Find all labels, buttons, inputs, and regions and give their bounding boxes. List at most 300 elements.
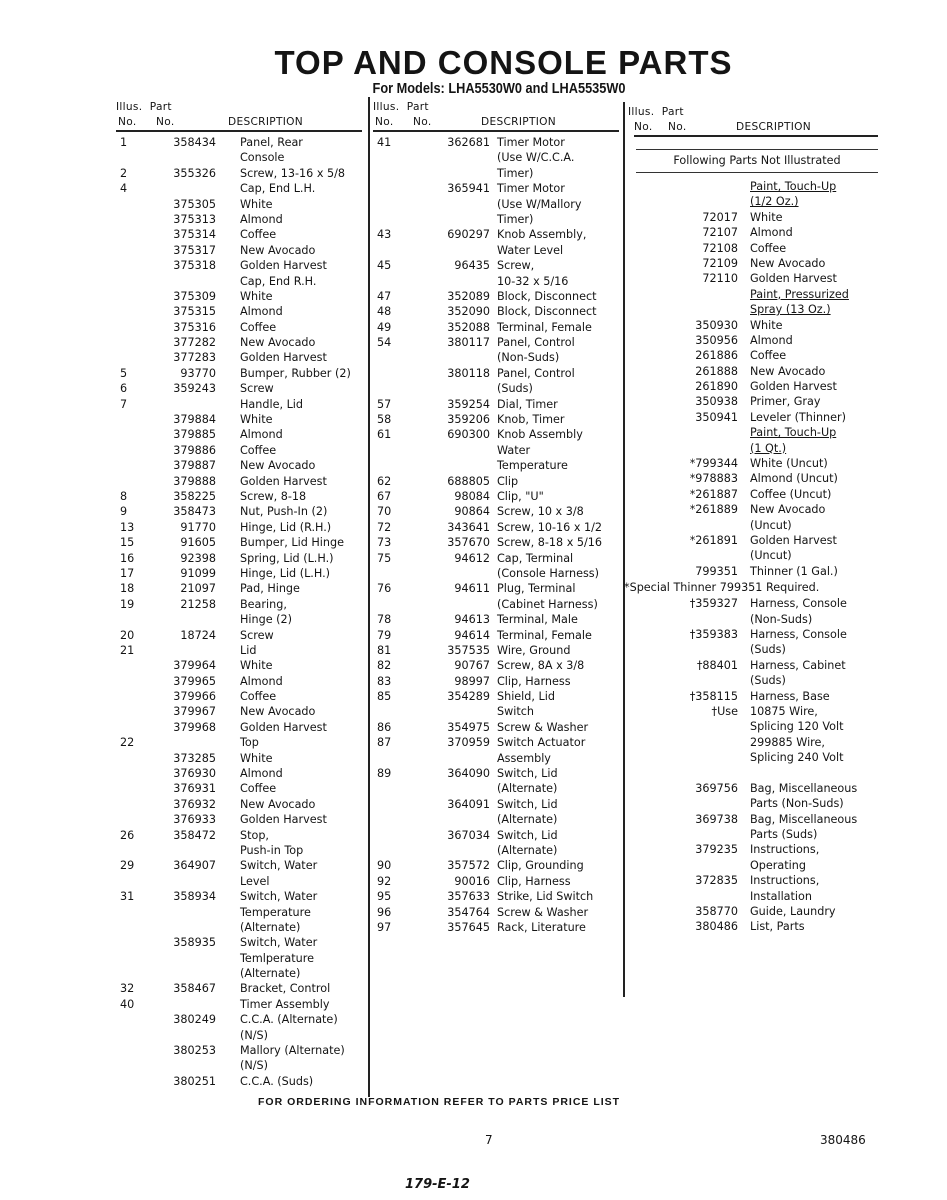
description: Switch, Water (240, 936, 318, 950)
table-row (116, 135, 362, 150)
table-row (373, 643, 619, 658)
table-row (116, 797, 362, 812)
table-row (373, 812, 619, 827)
description: Harness, Console (750, 597, 847, 611)
table-row (628, 904, 878, 919)
table-row (116, 350, 362, 365)
part-number: *261889 (689, 503, 738, 517)
part-number: 380253 (173, 1044, 216, 1058)
page-title: TOP AND CONSOLE PARTS (274, 44, 733, 81)
part-number: 688805 (447, 474, 490, 488)
table-row (373, 858, 619, 873)
description: White (240, 197, 273, 211)
parts-list (373, 135, 619, 935)
part-number: 375316 (173, 320, 216, 334)
table-row (116, 597, 362, 612)
table-row (116, 643, 362, 658)
description: Screw, 8-18 (240, 489, 307, 503)
table-row (116, 412, 362, 427)
description: (Alternate) (497, 782, 558, 796)
illus-number: 48 (377, 305, 392, 319)
table-row (628, 333, 878, 348)
table-row (628, 642, 878, 657)
table-row (116, 243, 362, 258)
table-row (628, 364, 878, 379)
table-row (116, 1043, 362, 1058)
table-row (628, 287, 878, 302)
description: Paint, Touch-Up (750, 180, 837, 193)
description: Almond (750, 333, 793, 347)
illus-number: 26 (120, 828, 135, 842)
description: Paint, Pressurized (750, 287, 849, 301)
illus-number: 92 (377, 874, 392, 888)
table-row (373, 243, 619, 258)
illus-number: 22 (120, 736, 135, 750)
table-row (116, 289, 362, 304)
table-row (116, 843, 362, 858)
table-row (116, 274, 362, 289)
part-number: 94613 (454, 613, 490, 627)
part-number: 376933 (173, 813, 216, 827)
description: Screw (240, 628, 274, 642)
illus-number: 81 (377, 643, 392, 657)
description: Hinge, Lid (L.H.) (240, 566, 330, 580)
illus-number: 97 (377, 920, 392, 934)
description: Panel, Control (497, 366, 575, 380)
description: New Avocado (750, 256, 826, 270)
part-label: Part (661, 106, 684, 118)
table-row (628, 919, 878, 934)
illus-number: 18 (120, 582, 135, 596)
part-number: 376930 (173, 767, 216, 781)
table-row (628, 658, 878, 673)
description: Cap, End R.H. (240, 274, 317, 288)
description: Timer) (497, 166, 534, 180)
part-no-label: No. (668, 121, 687, 133)
description: Switch, Water (240, 859, 318, 873)
part-number: *978883 (689, 472, 738, 486)
description: Terminal, Female (497, 628, 592, 642)
description: White (750, 210, 783, 224)
illus-number: 78 (377, 613, 392, 627)
illus-number: 15 (120, 536, 135, 550)
description: Coffee (750, 241, 787, 255)
table-row (116, 889, 362, 904)
column-header (116, 97, 362, 130)
table-row (373, 828, 619, 843)
description: (1 Qt.) (750, 441, 787, 455)
description: Primer, Gray (750, 395, 821, 409)
table-row (116, 966, 362, 981)
table-row (628, 827, 878, 842)
part-number: 358770 (695, 904, 738, 918)
part-number: 369756 (695, 781, 738, 795)
description: Screw, (497, 259, 535, 273)
part-number: 358472 (173, 828, 216, 842)
description: Coffee (Uncut) (750, 487, 832, 501)
description: Almond (240, 212, 283, 226)
part-number: 362681 (447, 136, 490, 149)
header-rule (634, 135, 878, 137)
part-number: 364907 (173, 859, 216, 873)
illus-number: 49 (377, 320, 392, 334)
table-row (116, 935, 362, 950)
table-row (116, 720, 362, 735)
table-row (373, 689, 619, 704)
part-number: 90016 (454, 874, 490, 888)
description: Screw & Washer (497, 905, 589, 919)
table-row (116, 766, 362, 781)
part-number: 380117 (447, 336, 490, 350)
part-number: 90864 (454, 505, 490, 519)
part-number: 358935 (173, 936, 216, 950)
description: Knob Assembly, (497, 228, 587, 242)
description: Golden Harvest (240, 474, 327, 488)
illus-number: 86 (377, 720, 392, 734)
description: Almond (Uncut) (750, 472, 838, 486)
table-row (628, 518, 878, 533)
part-number: 350956 (695, 333, 738, 347)
description: Thinner (1 Gal.) (750, 564, 838, 578)
description: Water (497, 443, 531, 457)
table-row (373, 720, 619, 735)
table-row (628, 873, 878, 888)
part-number: 375318 (173, 259, 216, 273)
part-number: 72109 (702, 256, 738, 270)
description-label: DESCRIPTION (481, 116, 557, 128)
part-number: 799351 (695, 564, 738, 578)
description: White (240, 289, 273, 303)
part-number: 93770 (180, 366, 216, 380)
description: (Uncut) (750, 549, 792, 563)
table-row (116, 951, 362, 966)
column-divider-2 (623, 102, 625, 997)
illus-number: 40 (120, 997, 135, 1011)
part-number: *261891 (689, 533, 738, 547)
column-divider-1 (368, 97, 370, 1097)
table-row (116, 427, 362, 442)
description: Timer Motor (497, 136, 565, 149)
table-row (116, 828, 362, 843)
description: Golden Harvest (240, 259, 327, 273)
table-row (628, 612, 878, 627)
part-number: 261888 (695, 364, 738, 378)
description: Stop, (240, 828, 269, 842)
description: (N/S) (240, 1028, 268, 1042)
table-row (116, 581, 362, 596)
illus-number: 9 (120, 505, 128, 519)
illus-number: 4 (120, 182, 128, 196)
table-row (628, 889, 878, 904)
illus-number: 54 (377, 336, 392, 350)
table-row (373, 289, 619, 304)
part-number: 379964 (173, 659, 216, 673)
table-row (116, 304, 362, 319)
special-thinner-note: *Special Thinner 799351 Required. (624, 581, 820, 595)
description: (N/S) (240, 1059, 268, 1073)
part-number: 372835 (695, 874, 738, 888)
table-row (628, 241, 878, 256)
part-number: 90767 (454, 659, 490, 673)
table-row (116, 150, 362, 165)
description: Harness, Base (750, 689, 830, 703)
description: Water Level (497, 243, 564, 257)
table-row (116, 658, 362, 673)
description: Coffee (240, 320, 277, 334)
part-number: 72110 (702, 272, 738, 286)
description: Coffee (240, 228, 277, 242)
table-row (373, 874, 619, 889)
part-number: 352088 (447, 320, 490, 334)
table-row (628, 842, 878, 857)
table-row (373, 905, 619, 920)
description: Golden Harvest (240, 351, 327, 365)
part-number: 379966 (173, 690, 216, 704)
part-number: 376931 (173, 782, 216, 796)
part-number: 72107 (702, 226, 738, 240)
illus-number: 41 (377, 136, 392, 149)
illus-number: 20 (120, 628, 135, 642)
illus-number: 76 (377, 582, 392, 596)
table-row (116, 166, 362, 181)
table-row (628, 812, 878, 827)
parts-column-3 (624, 102, 878, 935)
part-number: 369738 (695, 812, 738, 826)
description: 299885 Wire, (750, 735, 825, 749)
illus-number: 45 (377, 259, 392, 273)
table-row (628, 719, 878, 734)
table-row (628, 425, 878, 440)
illus-number: 83 (377, 674, 392, 688)
table-row (373, 227, 619, 242)
part-number: 690300 (447, 428, 490, 442)
illus-number: 70 (377, 505, 392, 519)
header-rule (116, 130, 362, 132)
illus-number: 85 (377, 690, 392, 704)
description: Hinge, Lid (R.H.) (240, 520, 332, 534)
table-row (628, 379, 878, 394)
part-number: 690297 (447, 228, 490, 242)
description: Clip (497, 474, 519, 488)
part-number: †359327 (689, 597, 738, 611)
part-number: 91770 (180, 520, 216, 534)
illus-number: 90 (377, 859, 392, 873)
table-row (373, 197, 619, 212)
description: Coffee (240, 782, 277, 796)
description: Golden Harvest (750, 533, 837, 547)
description: Screw (240, 382, 274, 396)
illus-number: 17 (120, 566, 135, 580)
table-row (628, 179, 878, 194)
part-number: 261886 (695, 349, 738, 363)
part-number: 18724 (180, 628, 216, 642)
part-number: 375314 (173, 228, 216, 242)
description: 10875 Wire, (750, 704, 818, 718)
part-number: 373285 (173, 751, 216, 765)
table-row (373, 781, 619, 796)
table-row (373, 335, 619, 350)
description: C.C.A. (Suds) (240, 1074, 314, 1088)
part-number: 72017 (702, 210, 738, 224)
description: (Use W/Mallory (497, 197, 582, 211)
description: Switch Actuator (497, 736, 586, 750)
table-row (116, 751, 362, 766)
table-row (373, 628, 619, 643)
description: Bracket, Control (240, 982, 331, 996)
table-row (373, 581, 619, 596)
description: New Avocado (240, 336, 316, 350)
description: Terminal, Female (497, 320, 592, 334)
description: Temlperature (240, 951, 314, 965)
description: Handle, Lid (240, 397, 304, 411)
part-no-label: No. (413, 116, 432, 128)
description: Level (240, 874, 270, 888)
part-number: 350938 (695, 395, 738, 409)
description: Timer Motor (497, 182, 565, 196)
not-illustrated-section-title: Following Parts Not Illustrated (636, 149, 878, 173)
description: Switch, Lid (497, 828, 558, 842)
table-row (373, 274, 619, 289)
illus-number: 5 (120, 366, 128, 380)
illus-number: 72 (377, 520, 392, 534)
description: Strike, Lid Switch (497, 890, 594, 904)
table-row (628, 596, 878, 611)
table-row (116, 181, 362, 196)
description: Screw, 8-18 x 5/16 (497, 536, 602, 550)
part-number: 379885 (173, 428, 216, 442)
table-row (373, 766, 619, 781)
description: (Use W/C.C.A. (497, 151, 575, 165)
illus-number: 58 (377, 413, 392, 427)
table-row (116, 227, 362, 242)
description: Switch, Lid (497, 797, 558, 811)
table-row (373, 535, 619, 550)
part-number: 375313 (173, 212, 216, 226)
description: Cap, End L.H. (240, 182, 316, 196)
table-row (373, 474, 619, 489)
illus-number: 57 (377, 397, 392, 411)
description: Screw, 13-16 x 5/8 (240, 166, 345, 180)
part-number: 354975 (447, 720, 490, 734)
part-number: 379235 (695, 843, 738, 857)
table-row (628, 750, 878, 765)
table-row (628, 765, 878, 780)
description: Clip, Harness (497, 874, 571, 888)
part-number: 359206 (447, 413, 490, 427)
description: Temperature (240, 905, 311, 919)
description: Operating (750, 858, 806, 872)
table-row (116, 335, 362, 350)
description: (Alternate) (497, 843, 558, 857)
table-row (373, 889, 619, 904)
description: Push-in Top (240, 843, 304, 857)
table-row (373, 412, 619, 427)
description: New Avocado (240, 705, 316, 719)
description: (Uncut) (750, 518, 792, 532)
table-row (116, 520, 362, 535)
table-row (373, 135, 619, 150)
illus-label: Illus. (628, 106, 655, 118)
part-number: 379965 (173, 674, 216, 688)
part-number: 352090 (447, 305, 490, 319)
description: Leveler (Thinner) (750, 410, 846, 424)
description: New Avocado (240, 459, 316, 473)
description: (Alternate) (497, 813, 558, 827)
part-number: 350941 (695, 410, 738, 424)
page-number: 7 (485, 1133, 493, 1147)
parts-list (116, 135, 362, 1089)
description: Clip, "U" (497, 489, 544, 503)
table-row (628, 627, 878, 642)
description: Pad, Hinge (240, 582, 300, 596)
table-row (373, 443, 619, 458)
illus-number: 79 (377, 628, 392, 642)
table-row (116, 997, 362, 1012)
description: Knob Assembly (497, 428, 583, 442)
illus-number: 8 (120, 489, 128, 503)
description: Almond (240, 428, 283, 442)
description: Temperature (497, 459, 568, 473)
description: Paint, Touch-Up (750, 426, 837, 440)
table-row (116, 812, 362, 827)
part-number: †88401 (696, 658, 738, 672)
table-row (628, 271, 878, 286)
table-row (116, 874, 362, 889)
table-row (116, 1074, 362, 1089)
description: Screw, 10-16 x 1/2 (497, 520, 602, 534)
part-number: 261890 (695, 380, 738, 394)
table-row (373, 304, 619, 319)
part-number: 364091 (447, 797, 490, 811)
table-row (116, 566, 362, 581)
part-number: 357572 (447, 859, 490, 873)
header-rule (373, 130, 619, 132)
description: Block, Disconnect (497, 305, 597, 319)
illus-number: 95 (377, 890, 392, 904)
description: White (240, 751, 273, 765)
part-number: 359254 (447, 397, 490, 411)
table-row (373, 150, 619, 165)
table-row (628, 564, 878, 579)
table-row (116, 905, 362, 920)
description: Golden Harvest (240, 813, 327, 827)
part-number: *799344 (689, 457, 738, 471)
part-number: 367034 (447, 828, 490, 842)
table-row (628, 548, 878, 563)
description: Golden Harvest (750, 272, 837, 286)
table-row (373, 166, 619, 181)
description: (Alternate) (240, 967, 301, 981)
table-row (116, 704, 362, 719)
part-number: 379888 (173, 474, 216, 488)
part-number: 357633 (447, 890, 490, 904)
description: Rack, Literature (497, 920, 586, 934)
illus-number: 43 (377, 228, 392, 242)
table-row (628, 533, 878, 548)
part-no-label: No. (156, 116, 175, 128)
part-number: *261887 (689, 487, 738, 501)
table-row (373, 458, 619, 473)
table-row (628, 487, 878, 502)
table-row (373, 797, 619, 812)
illus-number: 87 (377, 736, 392, 750)
illus-number: 13 (120, 520, 135, 534)
table-row (116, 489, 362, 504)
illus-no-label: No. (118, 116, 137, 128)
table-row (116, 504, 362, 519)
table-row (373, 181, 619, 196)
table-row (628, 471, 878, 486)
